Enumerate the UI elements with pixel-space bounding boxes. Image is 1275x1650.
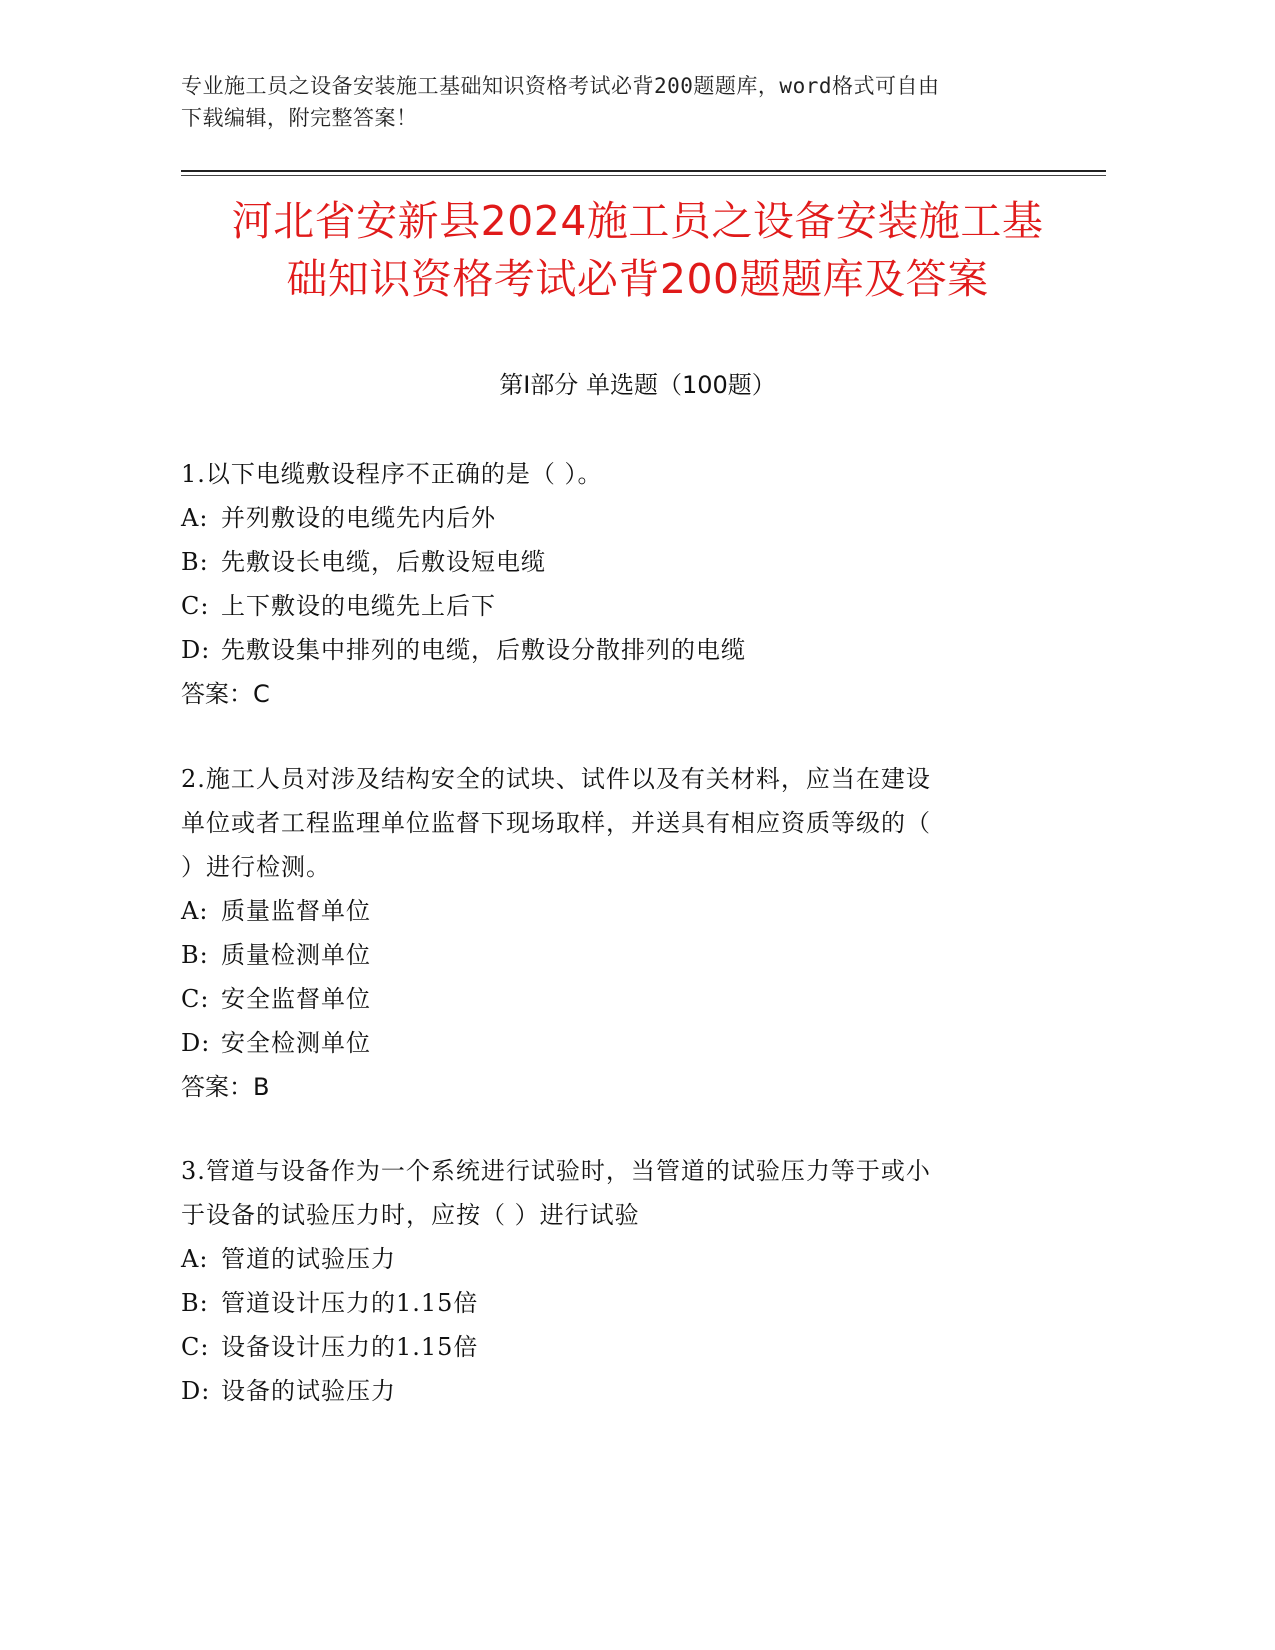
option-text: 管道的试验压力 <box>221 1245 396 1273</box>
option-letter: C: <box>181 592 210 620</box>
option-letter: D: <box>181 1377 211 1405</box>
option-letter: B: <box>181 1289 209 1317</box>
question-2-text-line-2: 单位或者工程监理单位监督下现场取样，并送具有相应资质等级的（ <box>181 809 931 837</box>
option-letter: A: <box>181 504 209 532</box>
option-letter: C: <box>181 1333 210 1361</box>
question-1-option-a <box>181 496 1021 540</box>
question-3-option-b <box>181 1281 1021 1325</box>
option-text: 管道设计压力的1.15倍 <box>221 1289 479 1317</box>
header-note-line-1: 专业施工员之设备安装施工基础知识资格考试必背200题题库，word格式可自由 <box>181 74 940 98</box>
question-2-option-b <box>181 933 1021 977</box>
question-2-answer: 答案：B <box>181 1073 270 1101</box>
question-3-option-a <box>181 1237 1021 1281</box>
option-text: 质量检测单位 <box>221 941 371 969</box>
option-letter: D: <box>181 1029 211 1057</box>
option-letter: B: <box>181 548 209 576</box>
header-divider-thin <box>181 175 1106 176</box>
question-1-option-d <box>181 628 1021 672</box>
document-title-line-2: 础知识资格考试必背200题题库及答案 <box>286 255 989 303</box>
option-text: 设备设计压力的1.15倍 <box>221 1333 479 1361</box>
option-text: 并列敷设的电缆先内后外 <box>221 504 496 532</box>
question-1 <box>181 452 1021 716</box>
option-letter: A: <box>181 897 209 925</box>
document-title-line-1: 河北省安新县2024施工员之设备安装施工基 <box>231 197 1044 245</box>
question-3-option-d <box>181 1369 1021 1413</box>
question-3-text-line-1: 3.管道与设备作为一个系统进行试验时，当管道的试验压力等于或小 <box>181 1157 931 1185</box>
question-2-text-line-3: ）进行检测。 <box>181 853 331 881</box>
question-3-text-line-2: 于设备的试验压力时，应按（ ）进行试验 <box>181 1201 640 1229</box>
header-divider-thick <box>181 170 1106 172</box>
question-2 <box>181 757 1021 1109</box>
question-2-option-a <box>181 889 1021 933</box>
question-1-text: 1.以下电缆敷设程序不正确的是（ ）。 <box>181 460 603 488</box>
question-1-answer: 答案：C <box>181 680 270 708</box>
option-letter: A: <box>181 1245 209 1273</box>
option-text: 上下敷设的电缆先上后下 <box>221 592 496 620</box>
option-text: 安全监督单位 <box>221 985 371 1013</box>
option-text: 设备的试验压力 <box>221 1377 396 1405</box>
question-2-option-c <box>181 977 1021 1021</box>
question-2-text-line-1: 2.施工人员对涉及结构安全的试块、试件以及有关材料，应当在建设 <box>181 765 931 793</box>
question-3-option-c <box>181 1325 1021 1369</box>
option-text: 安全检测单位 <box>221 1029 371 1057</box>
header-note <box>181 70 1041 134</box>
option-letter: B: <box>181 941 209 969</box>
question-1-option-c <box>181 584 1021 628</box>
option-text: 先敷设集中排列的电缆，后敷设分散排列的电缆 <box>221 636 746 664</box>
option-letter: C: <box>181 985 210 1013</box>
header-note-line-2: 下载编辑，附完整答案！ <box>181 106 418 130</box>
option-letter: D: <box>181 636 211 664</box>
question-2-option-d <box>181 1021 1021 1065</box>
option-text: 质量监督单位 <box>221 897 371 925</box>
section-heading: 第Ⅰ部分 单选题（100题） <box>499 371 776 399</box>
question-1-option-b <box>181 540 1021 584</box>
option-text: 先敷设长电缆，后敷设短电缆 <box>221 548 546 576</box>
question-3 <box>181 1149 1021 1413</box>
document-title <box>150 192 1125 308</box>
